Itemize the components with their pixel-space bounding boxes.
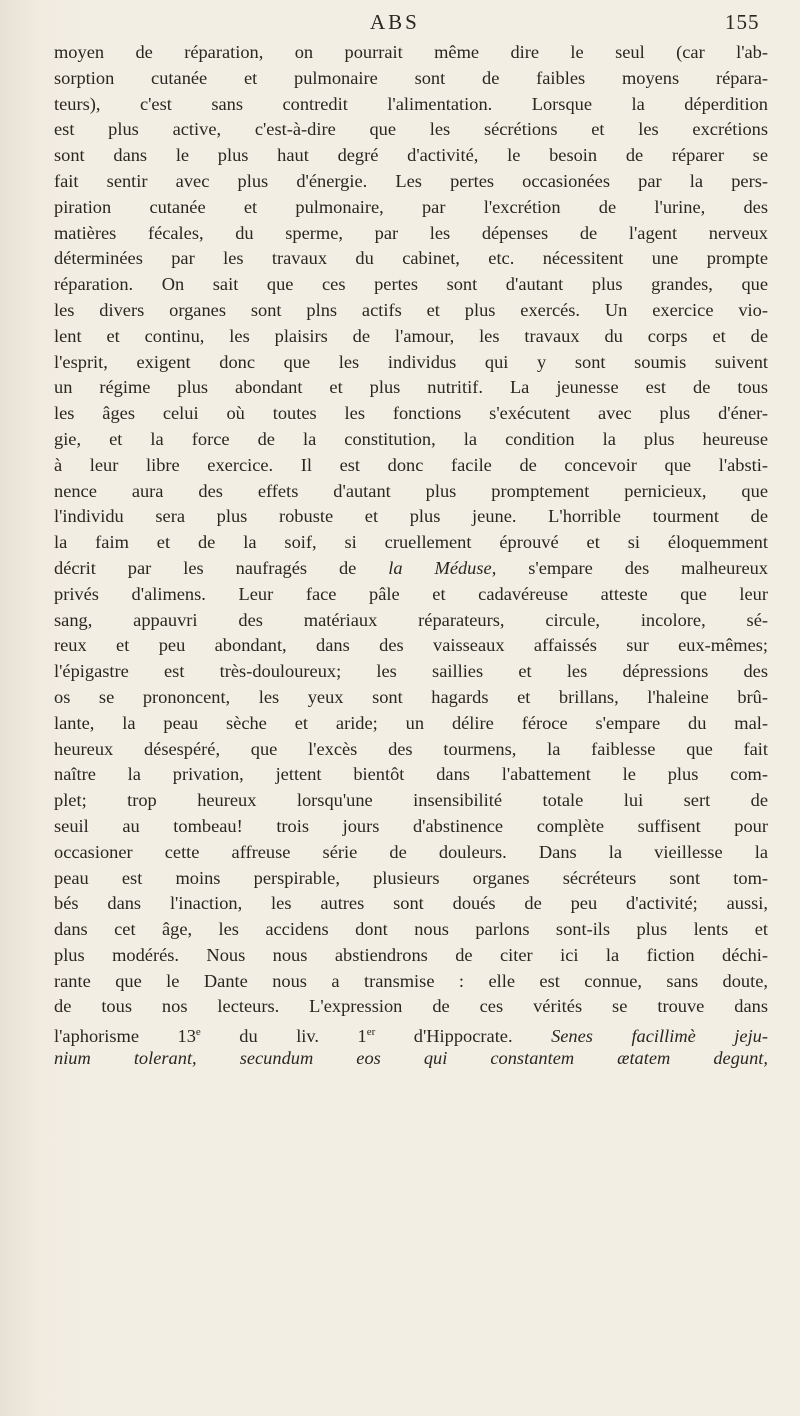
text-line: piration cutanée et pulmonaire, par l'excrétion de l'urine, des: [54, 196, 768, 217]
text-line: déterminées par les travaux du cabinet, etc. nécessitent une prompte: [54, 248, 768, 269]
text-line: matières fécales, du sperme, par les dépenses de l'agent nerveux: [54, 222, 768, 243]
text-line: réparation. On sait que ces pertes sont d'autant plus grandes, que: [54, 274, 768, 295]
text-line: peau est moins perspirable, plusieurs organes sécréteurs sont tom-: [54, 867, 768, 888]
text-line: un régime plus abondant et plus nutritif. La jeunesse est de tous: [54, 377, 768, 398]
text-line: l'individu sera plus robuste et plus jeune. L'horrible tourment de: [54, 506, 768, 527]
text-line: les divers organes sont plns actifs et plus exercés. Un exercice vio-: [54, 299, 768, 320]
text-line: plet; trop heureux lorsqu'une insensibilité totale lui sert de: [54, 790, 768, 811]
superscript: er: [366, 1026, 376, 1039]
text-line: moyen de réparation, on pourrait même dire le seul (car l'ab-: [54, 42, 768, 62]
text-line: sont dans le plus haut degré d'activité, le besoin de réparer se: [54, 145, 768, 166]
text-line: teurs), c'est sans contredit l'alimentation. Lorsque la déperdition: [54, 93, 768, 114]
text-line: les âges celui où toutes les fonctions s'exécutent avec plus d'éner-: [54, 403, 768, 424]
text-line: de tous nos lecteurs. L'expression de ces vérités se trouve dans: [54, 996, 768, 1017]
text-line: [54, 1046, 768, 1072]
text-line: la faim et de la soif, si cruellement éprouvé et si éloquemment: [54, 532, 768, 553]
text-line: l'aphorisme 13e du liv. 1er d'Hippocrate. Senes facillimè jeju-: [54, 1026, 768, 1047]
italic-text: la Méduse: [388, 557, 492, 578]
text-line: décrit par les naufragés de la Méduse, s'empare des malheureux: [54, 557, 768, 578]
text-line: fait sentir avec plus d'énergie. Les pertes occasionées par la pers-: [54, 170, 768, 191]
text-line: naître la privation, jettent bientôt dans l'abattement le plus com-: [54, 764, 768, 785]
italic-text: Senes facillimè jeju-: [551, 1026, 768, 1047]
text-line: bés dans l'inaction, les autres sont doués de peu d'activité; aussi,: [54, 893, 768, 914]
text-line: plus modérés. Nous nous abstiendrons de citer ici la fiction déchi-: [54, 944, 768, 965]
superscript: e: [195, 1026, 201, 1039]
text-line: rante que le Dante nous a transmise : elle est connue, sans doute,: [54, 970, 768, 991]
text-line: lent et continu, les plaisirs de l'amour, les travaux du corps et de: [54, 325, 768, 346]
text-line: à leur libre exercice. Il est donc facile de concevoir que l'absti-: [54, 454, 768, 475]
page-number: 155: [725, 10, 760, 34]
text-line: l'esprit, exigent donc que les individus qui y sont soumis suivent: [54, 351, 768, 372]
body-paragraph: [54, 40, 768, 1072]
text-line: l'épigastre est très-douloureux; les saillies et les dépressions des: [54, 661, 768, 682]
text-line: privés d'alimens. Leur face pâle et cadavéreuse atteste que leur: [54, 583, 768, 604]
text-line: dans cet âge, les accidens dont nous parlons sont-ils plus lents et: [54, 919, 768, 940]
text-line: gie, et la force de la constitution, la condition la plus heureuse: [54, 428, 768, 449]
italic-text: nium tolerant, secundum eos qui constantem ætatem degunt,: [54, 1048, 768, 1069]
text-line: sang, appauvri des matériaux réparateurs, circule, incolore, sé-: [54, 609, 768, 630]
running-head: [0, 10, 800, 44]
text-line: os se prononcent, les yeux sont hagards et brillans, l'haleine brû-: [54, 686, 768, 707]
text-line: nence aura des effets d'autant plus promptement pernicieux, que: [54, 480, 768, 501]
text-line: reux et peu abondant, dans des vaisseaux affaissés sur eux-mêmes;: [54, 635, 768, 656]
running-head-title: ABS: [370, 10, 420, 34]
text-line: lante, la peau sèche et aride; un délire féroce s'empare du mal-: [54, 712, 768, 733]
text-line: heureux désespéré, que l'excès des tourmens, la faiblesse que fait: [54, 738, 768, 759]
text-line: occasioner cette affreuse série de douleurs. Dans la vieillesse la: [54, 841, 768, 862]
text-line: est plus active, c'est-à-dire que les sécrétions et les excrétions: [54, 119, 768, 140]
text-line: sorption cutanée et pulmonaire sont de faibles moyens répara-: [54, 67, 768, 88]
text-line: seuil au tombeau! trois jours d'abstinence complète suffisent pour: [54, 815, 768, 836]
